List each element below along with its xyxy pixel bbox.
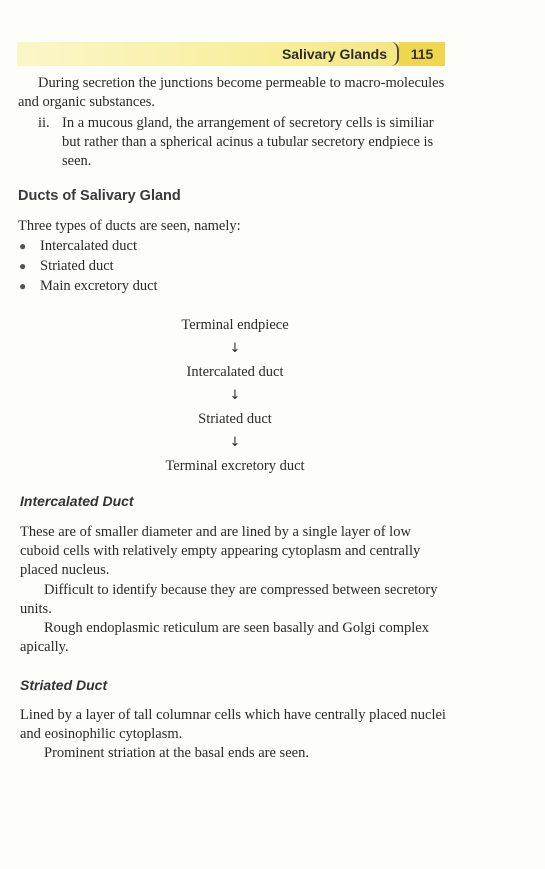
arrow-down-icon: ↓ (229, 341, 241, 356)
running-header (17, 42, 445, 66)
bullet-icon: ● (19, 259, 27, 273)
duct-flow-diagram (18, 314, 452, 478)
striated-paragraph-1: Lined by a layer of tall columnar cells which have centrally placed nuclei and eosinophilic cytoplasm. (20, 707, 446, 742)
flow-step-striated-duct: Striated duct (198, 411, 272, 427)
flow-step-terminal-endpiece: Terminal endpiece (181, 317, 289, 333)
flow-step-terminal-excretory-duct: Terminal excretory duct (165, 458, 305, 474)
page-number: 115 (399, 42, 445, 66)
list-item (18, 236, 158, 256)
duct-type-list (18, 236, 158, 296)
list-item-text: In a mucous gland, the arrangement of secretory cells is similiar but rather than a spherical acinus a tubular secretory endpiece is seen. (62, 115, 434, 169)
arrow-down-icon: ↓ (229, 435, 241, 450)
intro-paragraph: During secretion the junctions become permeable to macro-molecules and organic substances. (18, 75, 445, 110)
list-item-number: ii. (38, 115, 50, 131)
list-item (18, 276, 158, 296)
flow-step-intercalated-duct: Intercalated duct (186, 364, 284, 380)
list-item-label: Main excretory duct (40, 278, 158, 294)
subheading-striated-duct: Striated Duct (20, 677, 108, 693)
striated-paragraph-2: Prominent striation at the basal ends are seen. (44, 745, 309, 761)
intercalated-paragraph-2: Difficult to identify because they are compressed between secretory units. (20, 582, 438, 617)
intercalated-paragraph-3: Rough endoplasmic reticulum are seen basally and Golgi complex apically. (20, 620, 429, 655)
bullet-icon: ● (19, 239, 27, 253)
subheading-intercalated-duct: Intercalated Duct (20, 493, 134, 509)
list-item (18, 256, 158, 276)
ducts-intro: Three types of ducts are seen, namely: (18, 218, 241, 234)
list-item-label: Striated duct (40, 258, 114, 274)
bullet-icon: ● (19, 279, 27, 293)
intercalated-paragraph-1: These are of smaller diameter and are lined by a single layer of low cuboid cells with relatively empty appearing cytoplasm and centrally placed nucleus. (20, 524, 421, 578)
header-separator (391, 42, 399, 66)
section-heading-ducts: Ducts of Salivary Gland (18, 188, 181, 204)
arrow-down-icon: ↓ (229, 388, 241, 403)
list-item-ii (18, 114, 446, 171)
list-item-label: Intercalated duct (40, 238, 138, 254)
running-header-title: Salivary Glands (281, 46, 387, 62)
